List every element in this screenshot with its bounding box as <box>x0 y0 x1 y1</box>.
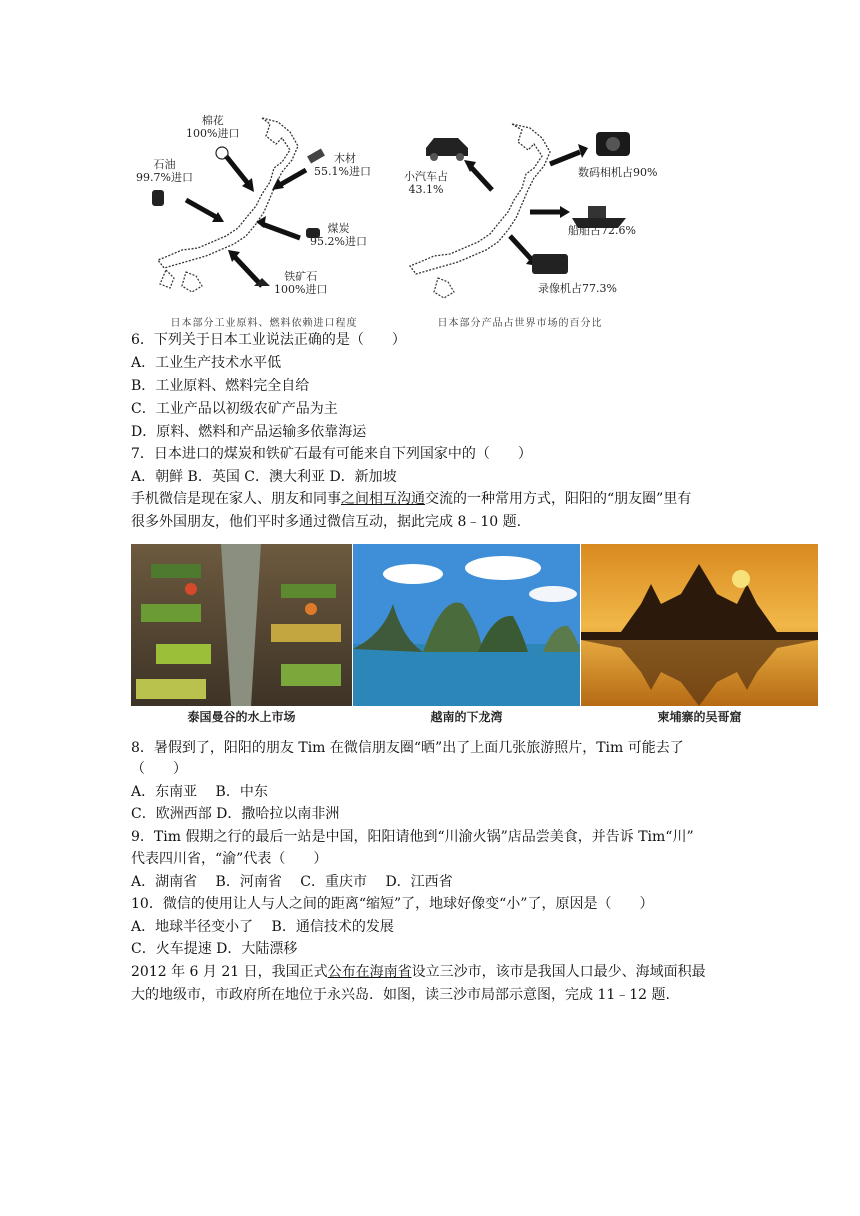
halong-bay-image <box>353 544 580 728</box>
q6-option-b: B．工业原料、燃料完全自给 <box>131 378 310 394</box>
iron-label: 铁矿石 100%进口 <box>274 270 328 296</box>
intro-11-12-line2: 大的地级市，市政府所在地位于永兴岛．如图，读三沙市局部示意图，完成 11﹣12 题. <box>131 987 670 1003</box>
q6-stem: 6．下列关于日本工业说法正确的是（ ） <box>131 332 406 348</box>
japan-import-map <box>136 110 386 332</box>
right-map-caption: 日本部分产品占世界市场的百分比 <box>437 318 603 329</box>
floating-market-image <box>131 544 352 728</box>
photo-caption-bangkok: 泰国曼谷的水上市场 <box>131 706 352 728</box>
q6-option-a: A．工业生产技术水平低 <box>131 355 282 371</box>
q7-stem: 7．日本进口的煤炭和铁矿石最有可能来自下列国家中的（ ） <box>131 446 532 462</box>
q6-option-d: D．原料、燃料和产品运输多依靠海运 <box>131 424 367 440</box>
ship-label: 船舶占72.6% <box>568 224 636 237</box>
q6-option-c: C．工业产品以初级农矿产品为主 <box>131 401 338 417</box>
recorder-label: 录像机占77.3% <box>538 282 617 295</box>
camera-label: 数码相机占90% <box>578 166 658 179</box>
coal-label: 煤炭 95.2%进口 <box>310 222 367 248</box>
photo-angkor-wat <box>581 544 818 728</box>
angkor-wat-image <box>581 544 818 728</box>
cotton-label: 棉花 100%进口 <box>186 114 240 140</box>
q8-options-ab: A．东南亚 B．中东 <box>131 784 268 800</box>
q8-stem-line1: 8．暑假到了，阳阳的朋友 Tim 在微信朋友圈“晒”出了上面几张旅游照片，Tim 可能去了 <box>131 740 684 756</box>
japan-outline-left <box>142 110 386 332</box>
q8-options-cd: C．欧洲西部 D．撒哈拉以南非洲 <box>131 806 340 822</box>
photo-caption-angkor: 柬埔寨的吴哥窟 <box>581 706 818 728</box>
q10-options-cd: C．火车提速 D．大陆漂移 <box>131 941 298 957</box>
left-map-caption: 日本部分工业原料、燃料依赖进口程度 <box>170 318 358 329</box>
q10-stem: 10．微信的使用让人与人之间的距离“缩短”了，地球好像变“小”了，原因是（ ） <box>131 896 654 912</box>
q9-options: A．湖南省 B．河南省 C．重庆市 D．江西省 <box>131 874 453 890</box>
oil-label: 石油 99.7%进口 <box>136 158 193 184</box>
intro-8-10-line1: 手机微信是现在家人、朋友和同事之间相互沟通交流的一种常用方式，阳阳的“朋友圈”里有 <box>131 491 692 507</box>
car-label: 小汽车占 43.1% <box>404 170 448 196</box>
photo-halong-bay <box>353 544 580 728</box>
photo-floating-market <box>131 544 352 728</box>
photo-caption-halong: 越南的下龙湾 <box>353 706 580 728</box>
japan-outline-right <box>400 110 640 332</box>
q7-options: A．朝鲜 B．英国 C．澳大利亚 D．新加坡 <box>131 469 397 485</box>
wood-label: 木材 55.1%进口 <box>314 152 371 178</box>
q9-stem-line1: 9．Tim 假期之行的最后一站是中国，阳阳请他到“川渝火锅”店品尝美食，并告诉 Tim“川” <box>131 829 694 845</box>
q9-stem-line2: 代表四川省，“渝”代表（ ） <box>131 851 328 867</box>
japan-product-map <box>400 110 658 332</box>
intro-8-10-line2: 很多外国朋友，他们平时多通过微信互动，据此完成 8﹣10 题. <box>131 514 522 530</box>
intro-11-12-line1: 2012 年 6 月 21 日，我国正式公布在海南省设立三沙市，该市是我国人口最少、海域面积最 <box>131 964 706 980</box>
q8-stem-line2: （ ） <box>131 761 187 777</box>
q10-options-ab: A．地球半径变小了 B．通信技术的发展 <box>131 919 394 935</box>
